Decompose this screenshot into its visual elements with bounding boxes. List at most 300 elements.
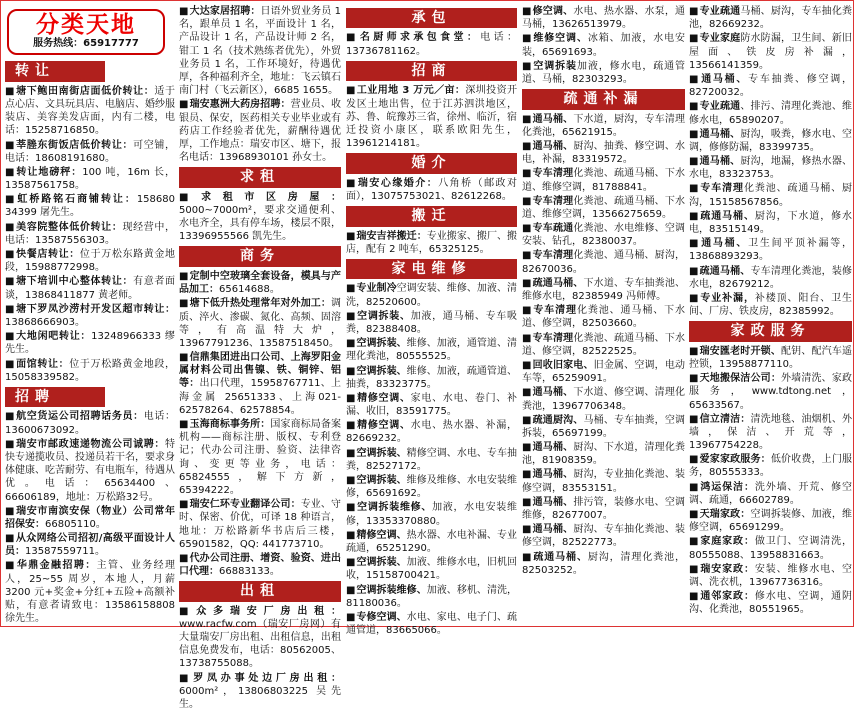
ad-headline: 面馆转让： <box>16 358 70 370</box>
classified-ad <box>522 249 685 275</box>
classified-ad <box>346 529 517 555</box>
service-hotline: 服务热线：65917777 <box>33 38 139 50</box>
ad-headline: 航空货运公司招聘话务员： <box>16 411 144 423</box>
ad-body: 66805110。 <box>45 518 106 530</box>
ad-headline: 空调拆装、 <box>357 310 411 322</box>
bullet-square-icon: ■ <box>346 85 356 97</box>
classified-ad <box>179 191 341 244</box>
ad-body: 位于万松东路黄金地段，15988772998。 <box>5 249 176 274</box>
ad-body: 厨沟，地漏，修热水器、水电，83323753。 <box>689 156 853 181</box>
classified-ad <box>346 31 517 57</box>
classified-ad <box>689 155 852 181</box>
ad-body: 电话：13736781162。 <box>346 32 518 57</box>
classified-ad <box>689 210 852 236</box>
classified-ad <box>346 556 517 582</box>
ad-body: 维修及维修、水电安装维修，65691692。 <box>346 475 517 500</box>
ad-headline: 瑞安家政： <box>700 563 755 575</box>
classified-ad <box>346 177 517 203</box>
ad-body: 水电、家电、电子门、疏通管道，83665066。 <box>346 611 517 637</box>
ad-body: 化粪池、通马桶、厨沟，82670036。 <box>522 250 686 275</box>
ad-headline: 疏通马桶、 <box>700 210 755 222</box>
classified-ad <box>522 167 685 193</box>
ad-body: 空调拆装修、加液，维修空调，65691299。 <box>689 509 853 534</box>
classified-ad <box>689 265 852 291</box>
ad-headline: 名厨师求承包食堂： <box>359 32 481 44</box>
ad-body: 加液、移机、清洗，81180036。 <box>346 584 518 609</box>
classified-ad <box>5 410 175 436</box>
section-header: 疏通补漏 <box>522 89 685 109</box>
ad-body: 维修、加液，通管道、清理化粪池，80555525。 <box>346 338 517 363</box>
ad-body: 营业员、收银员、保安，医药相关专业毕业或有药店工作经验者优先，薪酬待遇优厚，工作地点：瑞安市区、塘下，报名电话：13968930101 孙女士。 <box>179 99 342 164</box>
bullet-square-icon: ■ <box>346 310 357 322</box>
bullet-square-icon: ■ <box>346 283 356 295</box>
ad-body: 加液，水电安装维修，13353370880。 <box>346 502 517 527</box>
section-header: 婚介 <box>346 153 517 173</box>
classified-ad <box>522 304 685 330</box>
bullet-square-icon: ■ <box>346 529 356 541</box>
ad-body: 专业搬家、搬厂、搬店，配有 2 吨车，65325125。 <box>346 230 518 255</box>
ad-headline: 通马桶、 <box>699 156 741 168</box>
section-header: 转让 <box>5 61 105 81</box>
classified-ad <box>522 496 685 522</box>
bullet-square-icon: ■ <box>179 270 189 282</box>
bullet-square-icon: ■ <box>5 221 16 233</box>
column-4 <box>522 5 685 624</box>
classified-ad <box>5 330 175 356</box>
ad-body: 旧金属、空调，电动车等，65259091。 <box>522 359 686 385</box>
bullet-square-icon: ■ <box>522 168 532 180</box>
ad-body: 5000~7000m²，要求交通便利、水电齐全，具有停车场，楼层不限，13396955566 凯先生。 <box>179 204 341 243</box>
ad-body: 国家商标局备案机构——商标注册、版权、专利登记；代办公司注册、验资、法律咨询、变更等业务，电话：65824555，解下方新，65394222。 <box>179 419 342 496</box>
classified-ad <box>689 128 852 154</box>
bullet-square-icon: ■ <box>522 359 532 371</box>
ad-headline: 通马桶、 <box>532 469 574 481</box>
ad-headline: 塘下鲍田南街店面低价转让： <box>16 85 155 97</box>
classified-ad <box>346 611 517 637</box>
ad-headline: 通马桶、 <box>699 128 741 140</box>
classified-ad <box>522 551 685 577</box>
ad-headline: 专车清理 <box>532 195 574 207</box>
column-2-body <box>179 5 341 711</box>
bullet-square-icon: ■ <box>5 194 17 206</box>
classified-ad <box>522 140 685 166</box>
ad-headline: 美容院整体低价转让： <box>16 221 123 233</box>
classified-ad <box>179 418 341 497</box>
ad-headline: 爱家家政服务： <box>699 454 771 466</box>
bullet-square-icon: ■ <box>522 60 533 72</box>
ad-headline: 空调拆装 <box>533 60 577 72</box>
ad-body: 排污管，装修水电、空调维修，82677007。 <box>522 496 686 522</box>
ad-headline: 天瑞家政： <box>699 509 751 521</box>
bullet-square-icon: ■ <box>346 177 357 189</box>
bullet-square-icon: ■ <box>689 292 700 304</box>
ad-headline: 工业用地 3 万元／亩： <box>356 85 466 97</box>
ad-headline: 塘下低升热处理常年对外加工： <box>189 298 332 310</box>
classified-ad <box>5 438 175 504</box>
bullet-square-icon: ■ <box>179 552 189 564</box>
ad-body: 厨沟、抽粪、修空调、水电，补漏，83319572。 <box>522 140 686 166</box>
ad-body: 出口代理，15958767711、上海金属 25651333、上海021-62578264、62578854。 <box>179 378 341 416</box>
ad-body: 13248966333 缪先生。 <box>5 331 176 356</box>
bullet-square-icon: ■ <box>5 560 16 572</box>
column-5 <box>689 5 852 624</box>
bullet-square-icon: ■ <box>689 33 699 45</box>
section-header: 商务 <box>179 246 341 266</box>
classified-ad <box>346 584 517 610</box>
bullet-square-icon: ■ <box>689 536 700 548</box>
bullet-square-icon: ■ <box>689 265 699 277</box>
ad-body: 主管、业务经理人，25~55 周岁，本地人，月薪 3200 元+奖金+分红+五险+高额补贴，有意者请致电：13586158808 徐先生。 <box>5 560 176 625</box>
ad-body: 热水器、水电补漏、专业疏通，65251290。 <box>346 529 517 554</box>
ad-headline: 专修空调、 <box>356 611 407 623</box>
column-1-body <box>5 61 175 625</box>
bullet-square-icon: ■ <box>179 672 193 684</box>
bullet-square-icon: ■ <box>179 298 189 310</box>
classified-ad <box>346 474 517 500</box>
ad-headline: 专车清理 <box>532 250 574 262</box>
ad-headline: 瑞安吉祥搬迁： <box>356 230 427 242</box>
ad-body: 防水防漏，卫生间、新旧屋面、铁皮房补漏，13566141359。 <box>689 33 853 71</box>
ad-body: 、排污、清理化粪池、维修水电，65890207。 <box>689 101 853 126</box>
section-header: 家政服务 <box>689 321 852 341</box>
ad-headline: 通马桶、 <box>532 442 574 454</box>
bullet-square-icon: ■ <box>179 99 189 111</box>
bullet-square-icon: ■ <box>689 454 699 466</box>
bullet-square-icon: ■ <box>522 250 532 262</box>
classified-ad <box>689 292 852 318</box>
ad-headline: 鸿运保洁： <box>700 481 755 493</box>
bullet-square-icon: ■ <box>522 277 532 289</box>
ad-headline: 通马桶、 <box>532 524 574 536</box>
ad-body: 马桶、专车抽粪，空调拆装，65697199。 <box>522 414 686 439</box>
classified-ad <box>179 270 341 296</box>
classified-ad <box>689 32 852 72</box>
ad-body: 深圳投资开发区土地出售，位于江苏泗洪地区，苏、鲁、皖豫苏三省，徐州、临沂，宿迁投资小康区，联系欧阳先生，13961214181。 <box>346 85 518 150</box>
classified-ad <box>689 345 852 371</box>
ad-body: 专车清理化粪池，装修水电，82679212。 <box>689 265 853 290</box>
bullet-square-icon: ■ <box>179 419 189 430</box>
ad-headline: 华鼎金融招聘： <box>16 560 97 572</box>
ad-headline: 玉海商标事务所： <box>189 419 271 430</box>
bullet-square-icon: ■ <box>522 469 532 481</box>
ad-headline: 回收旧家电、 <box>532 359 594 371</box>
bullet-square-icon: ■ <box>5 505 16 517</box>
bullet-square-icon: ■ <box>689 481 700 493</box>
ad-headline: 修空调、 <box>532 6 574 17</box>
ad-headline: 大达家居招聘： <box>189 6 261 17</box>
ad-body: 八角桥（邮政对面），13075753021、82612268。 <box>346 177 518 202</box>
bullet-square-icon: ■ <box>346 32 359 44</box>
bullet-square-icon: ■ <box>689 210 700 222</box>
ad-body: 现经营中，电话：13587556303。 <box>5 221 176 246</box>
ad-body: 有意者面谈，13868411877 黄老师。 <box>5 276 176 301</box>
bullet-square-icon: ■ <box>689 128 699 140</box>
ad-body: 化粪池、疏通马桶、下水道、修空调，82522525。 <box>522 332 686 357</box>
ad-body: 清洗地毯、油烟机、外墙，保洁、开荒等，13967754228。 <box>689 413 853 452</box>
ad-headline: 定制中空玻璃全套设备，模具与产品加工： <box>179 270 342 296</box>
ad-body: 下水道、修空调、清理化粪池，13967706348。 <box>522 387 686 412</box>
ad-headline: 精修空调、 <box>356 529 407 541</box>
ad-headline: 空调拆装、 <box>356 475 407 487</box>
ad-body: 调质、淬火、渗碳、氮化、高频、固溶等，有高温特大炉，13967791236、13587518450。 <box>179 298 342 349</box>
ad-body: 补楼顶、阳台、卫生间、厂房、铁皮房，82385992。 <box>689 292 853 318</box>
bullet-square-icon: ■ <box>689 345 699 357</box>
classified-ad <box>179 552 341 578</box>
bullet-square-icon: ■ <box>522 496 532 508</box>
column-3-body <box>346 8 517 637</box>
classified-ad <box>346 230 517 256</box>
bullet-square-icon: ■ <box>346 475 356 487</box>
bullet-square-icon: ■ <box>689 563 700 575</box>
bullet-square-icon: ■ <box>522 33 533 45</box>
ad-headline: 天地搬保洁公司： <box>699 373 781 385</box>
bullet-square-icon: ■ <box>689 183 700 195</box>
classified-ad <box>5 221 175 247</box>
ad-headline: 求租市区房屋： <box>201 191 342 203</box>
ad-headline: 莘塍东街饭店低价转让： <box>16 139 134 151</box>
classified-ad <box>179 98 341 164</box>
classified-ad <box>5 139 175 165</box>
ad-headline: 从众网络公司招初/高级平面设计人员： <box>5 533 176 558</box>
classified-ad <box>5 248 175 274</box>
ad-headline: 通马桶、 <box>532 387 574 399</box>
classified-ad <box>522 468 685 494</box>
classified-ad <box>689 73 852 99</box>
classified-ad <box>689 182 852 208</box>
classified-ad <box>5 358 175 384</box>
classified-ad <box>346 365 517 391</box>
ad-headline: 通马桶、 <box>701 73 749 85</box>
logo <box>7 9 165 55</box>
column-5-body <box>689 5 852 617</box>
ad-body: 加液，通马桶、专车吸粪，82388408。 <box>346 310 517 335</box>
ad-headline: 瑞安匯老时开锁、 <box>699 345 781 357</box>
bullet-square-icon: ■ <box>5 85 16 97</box>
classified-ad <box>5 559 175 625</box>
bullet-square-icon: ■ <box>5 533 15 545</box>
classified-ad <box>522 441 685 467</box>
ad-headline: 疏通厨沟、 <box>532 414 584 426</box>
ad-body: 66883133。 <box>219 566 280 578</box>
logo-title: 分类天地 <box>36 11 136 38</box>
classified-ad <box>522 32 685 58</box>
ad-headline: 专业制冷 <box>356 283 397 295</box>
bullet-square-icon: ■ <box>5 411 16 423</box>
ad-headline: 众多瑞安厂房出租： <box>196 605 342 617</box>
ad-headline: 精修空调、 <box>357 392 411 404</box>
classified-ad <box>346 310 517 336</box>
bullet-square-icon: ■ <box>689 73 701 85</box>
classified-ad <box>522 60 685 86</box>
classified-ad <box>689 453 852 479</box>
ad-body: 做卫门、空调清洗，80555088、13958831663。 <box>689 536 853 561</box>
bullet-square-icon: ■ <box>346 365 356 377</box>
classified-ad <box>179 672 341 711</box>
classified-ad <box>179 5 341 97</box>
classified-ad <box>346 419 517 445</box>
ad-headline: 瑞安惠洲大药房招聘： <box>189 99 291 111</box>
bullet-square-icon: ■ <box>346 392 357 404</box>
classified-ad <box>5 275 175 301</box>
ad-body: 水电、热水器、水泵，通马桶，13626513979。 <box>522 6 686 31</box>
ad-body: 维修、加液，疏通管道、抽粪，83323775。 <box>346 365 517 390</box>
ad-body: 13587559711。 <box>25 546 105 558</box>
bullet-square-icon: ■ <box>346 338 356 350</box>
ad-headline: 瑞安市邮政速递物流公司诚聘： <box>16 438 166 450</box>
bullet-square-icon: ■ <box>346 584 356 596</box>
ad-body: 修水电、空调，通阴沟、化粪池，80551965。 <box>689 591 853 616</box>
classified-ad <box>522 523 685 549</box>
classified-ad <box>522 332 685 358</box>
ad-headline: 专车疏通 <box>532 223 574 235</box>
ad-body: 冰箱、加液，水电安装，65691693。 <box>522 33 686 58</box>
classified-ad <box>346 392 517 418</box>
ad-body: 厨沟，吸粪，修水电、空调，修修防漏，83399735。 <box>689 128 853 153</box>
ad-body: 电话：13600673092。 <box>5 411 176 436</box>
classified-ad <box>179 498 341 551</box>
ad-body: 配钥、配汽车遥控锁，13958877110。 <box>689 345 853 370</box>
bullet-square-icon: ■ <box>689 101 699 113</box>
classified-ad <box>346 501 517 527</box>
section-header: 招聘 <box>5 387 105 407</box>
classified-ad <box>689 413 852 453</box>
bullet-square-icon: ■ <box>5 303 16 315</box>
ad-body: 马桶、厨沟，专车抽化粪池，82669232。 <box>689 6 853 31</box>
ad-body: 65614688。 <box>219 284 280 296</box>
classified-ad <box>179 605 341 671</box>
classified-ad <box>522 5 685 31</box>
ad-body: 位于万松路黄金地段，15058339582。 <box>5 358 176 383</box>
ad-headline: 转让地磅秤： <box>16 166 83 178</box>
ad-headline: 空调拆装、 <box>356 557 407 569</box>
ad-body: 外墙清洗、家政服务，www.tdtong.net，65633567。 <box>689 373 853 411</box>
column-2 <box>179 5 342 711</box>
bullet-square-icon: ■ <box>346 611 356 623</box>
ad-body: 化粪池、疏通马桶、下水道、维修空调，13566275659。 <box>522 195 686 220</box>
ad-body: 精修空调、水电、专车抽粪，82527172。 <box>346 447 517 472</box>
ad-headline: 空调拆装、 <box>356 365 407 377</box>
bullet-square-icon: ■ <box>5 358 16 370</box>
ad-body: 100 吨，16m 长，13587561758。 <box>5 166 175 192</box>
ad-headline: 空调拆装、 <box>356 338 407 350</box>
ad-body: 厨沟、专车抽化粪池、装修空调，82522773。 <box>522 524 686 549</box>
ad-headline: 专业补漏， <box>700 292 755 304</box>
ad-body: 下水道、专车抽粪池、维修水电，82385949 冯师傅。 <box>522 277 686 303</box>
classified-ad <box>522 359 685 385</box>
classified-ad <box>689 508 852 534</box>
ad-body: 厨沟，清理化粪池，82503252。 <box>522 551 686 576</box>
ad-body: 厨沟、下水道，清理化粪池，81908359。 <box>522 442 686 467</box>
ad-body: 日语外贸业务员 1 名，跟单员 1 名，平面设计 1 名，产品设计 1 名，产品设计师 2 名，钳工 1 名（技术熟练者优先），外贸业务员 1 名，工作环境好，待遇优厚，各种福利齐全，地址：飞云镇石南门村（飞云新区），6685 1655。 <box>179 6 341 97</box>
ad-body: 洗外墙、开荒、修空调、疏通，66602789。 <box>689 481 853 506</box>
column-3 <box>346 5 518 637</box>
bullet-square-icon: ■ <box>5 276 16 288</box>
ad-body: 专车抽粪、修空调，82720032。 <box>689 73 852 99</box>
classified-ad <box>522 195 685 221</box>
bullet-square-icon: ■ <box>522 414 532 426</box>
classified-ad <box>5 505 175 531</box>
classified-ad <box>346 337 517 363</box>
section-header: 搬迁 <box>346 206 517 226</box>
bullet-square-icon: ■ <box>522 140 532 152</box>
classified-ad <box>689 535 852 561</box>
ad-body: 13868666903。 <box>5 316 85 328</box>
ad-body: 厨沟，专业抽化粪池、装修空调，83553151。 <box>522 469 686 494</box>
ad-headline: 塘下罗凤沙涝村开发区超市转让： <box>16 303 176 315</box>
column-4-body <box>522 5 685 577</box>
ad-headline: 专车清理 <box>700 183 744 195</box>
bullet-square-icon: ■ <box>522 113 532 125</box>
ad-body: 适于点心店、文具玩具店、电脑店、婚纱服装店、美容美发店面，内有二楼，电话：15258716850。 <box>5 85 176 137</box>
ad-headline: 专业疏通 <box>699 101 741 113</box>
ad-headline: 专车清理 <box>532 332 574 344</box>
bullet-square-icon: ■ <box>522 524 532 536</box>
ad-body: 化粪池、通马桶、下水道、修空调，82503660。 <box>522 305 686 330</box>
classified-ad <box>5 85 175 138</box>
ad-body: 化粪池、疏通马桶、下水道、维修空调，81788841。 <box>522 168 686 193</box>
bullet-square-icon: ■ <box>5 139 16 151</box>
bullet-square-icon: ■ <box>522 551 533 563</box>
bullet-square-icon: ■ <box>5 438 16 450</box>
bullet-square-icon: ■ <box>5 249 16 261</box>
ad-body: 专业、守时、保密、价优，可译 18 种语言，地址：万松路新华书店后三楼，65901582，QQ: 441773710。 <box>179 499 342 550</box>
bullet-square-icon: ■ <box>346 420 357 432</box>
bullet-square-icon: ■ <box>522 6 532 17</box>
ad-headline: 专车清理 <box>532 168 574 180</box>
ad-body: 卫生间平顶补漏等，13868893293。 <box>689 238 852 263</box>
ad-headline: 大地闲吧转让： <box>16 331 92 343</box>
ad-headline: 家庭家政： <box>700 536 755 548</box>
classified-ad <box>522 386 685 412</box>
classified-ad <box>522 414 685 440</box>
bullet-square-icon: ■ <box>179 6 189 17</box>
section-header: 求租 <box>179 167 341 187</box>
bullet-square-icon: ■ <box>522 195 532 207</box>
ad-body: 158680 34399 屠先生。 <box>5 194 175 219</box>
ad-body: www.racfw.com（瑞安厂房网）有大量瑞安厂房出租、出租信息，出租信息免费发布，电话：80562005、13738755088。 <box>179 618 341 670</box>
bullet-square-icon: ■ <box>179 499 189 511</box>
ad-headline: 瑞安心缘婚介： <box>357 177 439 189</box>
section-header: 承包 <box>346 8 517 28</box>
bullet-square-icon: ■ <box>346 230 356 242</box>
bullet-square-icon: ■ <box>689 156 699 168</box>
classified-ad <box>689 590 852 616</box>
ad-headline: 瑞安仁环专业翻译公司： <box>189 499 301 511</box>
classified-ad <box>346 84 517 150</box>
ad-headline: 疏通马桶、 <box>533 551 588 563</box>
ad-headline: 通马桶、 <box>532 113 574 125</box>
bullet-square-icon: ■ <box>5 331 16 343</box>
ad-headline: 空调拆装维修、 <box>357 502 433 514</box>
classified-ad <box>522 222 685 248</box>
section-header: 家电维修 <box>346 259 517 279</box>
ad-headline: 精修空调、 <box>357 420 411 432</box>
ad-body: 低价收费，上门服务，80555333。 <box>689 454 853 479</box>
bullet-square-icon: ■ <box>689 591 700 603</box>
bullet-square-icon: ■ <box>179 352 189 364</box>
bullet-square-icon: ■ <box>689 238 701 250</box>
ad-headline: 塘下培训中心整体转让： <box>16 276 134 288</box>
ad-headline: 通马桶、 <box>532 140 574 152</box>
classified-ad <box>689 481 852 507</box>
bullet-square-icon: ■ <box>346 502 357 514</box>
ad-headline: 通邻家政： <box>700 591 755 603</box>
classified-ad <box>5 193 175 219</box>
bullet-square-icon: ■ <box>689 509 699 521</box>
ad-headline: 信立清洁： <box>699 413 751 425</box>
ad-headline: 罗凤办事处边厂房出租： <box>193 672 342 684</box>
classified-ad <box>689 237 852 263</box>
